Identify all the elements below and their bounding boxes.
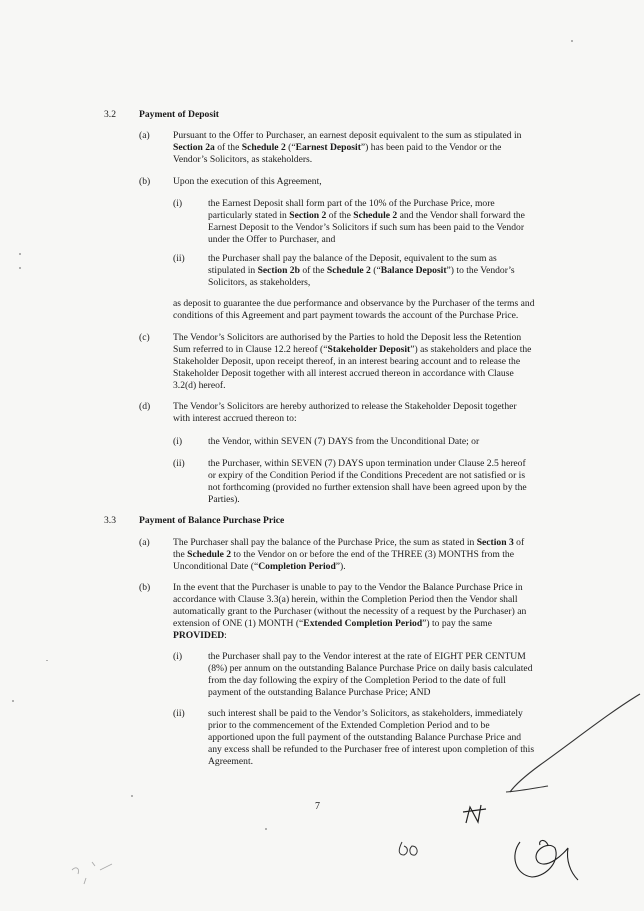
- section-number: 3.3: [104, 515, 116, 526]
- text-line: Unconditional Date (“Completion Period”).: [173, 561, 346, 572]
- clause-label: (a): [139, 130, 150, 141]
- text-line: conditions of this Agreement and part payment towards the account of the Purchase Price.: [173, 310, 519, 321]
- section-heading: Payment of Balance Purchase Price: [139, 515, 285, 526]
- section-heading: Payment of Deposit: [139, 109, 219, 120]
- text-line: 3.2(d) hereof.: [173, 380, 226, 391]
- subclause-label: (i): [173, 651, 183, 662]
- text-line: or expiry of the Condition Period if the Conditions Precedent are not satisfied or is: [208, 470, 526, 481]
- subclause-label: (ii): [173, 253, 185, 264]
- subclause-label: (i): [173, 198, 183, 209]
- text-line: Stakeholder Deposit, upon receipt thereof, in an interest bearing account and to release the: [173, 356, 521, 367]
- signature-scribble: [515, 840, 578, 880]
- text-line: the Purchaser, within SEVEN (7) DAYS upon termination under Clause 2.5 hereof: [208, 458, 526, 469]
- text-line: Stakeholder Deposit together with all interest accrued thereon in accordance with Clause: [173, 368, 514, 379]
- signature-stroke: [510, 694, 640, 792]
- text-line: Sum referred to in Clause 12.2 hereof (“Stakeholder Deposit”) as stakeholders and place the: [173, 344, 532, 355]
- clause-label: (c): [139, 332, 150, 343]
- text-line: the Purchaser shall pay to the Vendor interest at the rate of EIGHT PER CENTUM: [208, 651, 526, 662]
- text-line: accordance with Clause 3.3(a) herein, within the Completion Period then the Vendor shall: [173, 594, 518, 605]
- scan-speck: [571, 40, 573, 42]
- text-line: apportioned upon the full payment of the outstanding Balance Purchase Price and: [208, 732, 522, 743]
- text-line: the Purchaser shall pay the balance of the Deposit, equivalent to the sum as: [208, 253, 497, 264]
- text-line: Upon the execution of this Agreement,: [173, 176, 322, 187]
- clause-label: (b): [139, 582, 151, 593]
- text-line: Parties).: [208, 494, 240, 505]
- subclause-label: (i): [173, 436, 183, 447]
- text-line: extension of ONE (1) MONTH (“Extended Completion Period”) to pay the same: [173, 618, 492, 629]
- subclause-label: (ii): [173, 708, 185, 719]
- text-line: automatically grant to the Purchaser (without the necessity of a request by the Purchaser) an: [173, 606, 527, 617]
- text-line: The Purchaser shall pay the balance of the Purchase Price, the sum as stated in Section 3 of: [173, 537, 525, 548]
- initial-n-mark: [463, 805, 486, 823]
- text-line: Solicitors, as stakeholders,: [208, 277, 311, 288]
- text-line: The Vendor’s Solicitors are hereby authorized to release the Stakeholder Deposit together: [173, 401, 517, 412]
- faint-mark: [72, 862, 112, 884]
- scan-speck: [131, 795, 133, 797]
- text-line: Pursuant to the Offer to Purchaser, an earnest deposit equivalent to the sum as stipulated in: [173, 130, 522, 141]
- text-line: as deposit to guarantee the due performance and observance by the Purchaser of the terms and: [173, 298, 535, 309]
- text-line: particularly stated in Section 2 of the Schedule 2 and the Vendor shall forward the: [208, 210, 525, 221]
- text-line: The Vendor’s Solicitors are authorised by the Parties to hold the Deposit less the Retention: [173, 332, 522, 343]
- scan-speck: [265, 828, 267, 830]
- text-line: under the Offer to Purchaser, and: [208, 234, 336, 245]
- scan-speck: [46, 660, 48, 661]
- text-line: payment of the outstanding Balance Purchase Price; AND: [208, 687, 431, 698]
- text-line: Earnest Deposit to the Vendor’s Solicitors if such sum has been paid to the Vendor: [208, 222, 525, 233]
- subclause-label: (ii): [173, 458, 185, 469]
- text-line: Vendor’s Solicitors, as stakeholders.: [173, 154, 313, 165]
- text-line: such interest shall be paid to the Vendor’s Solicitors, as stakeholders, immediately: [208, 708, 523, 719]
- scan-speck: [19, 267, 21, 269]
- scan-speck: [19, 253, 21, 255]
- text-line: not forthcoming (provided no further extension shall have been agreed upon by the: [208, 482, 527, 493]
- text-line: prior to the commencement of the Extended Completion Period and to be: [208, 720, 490, 731]
- number-mark: [399, 842, 417, 855]
- clause-label: (b): [139, 176, 151, 187]
- scan-speck: [12, 700, 14, 702]
- section-number: 3.2: [104, 109, 116, 120]
- clause-label: (a): [139, 537, 150, 548]
- text-line: with interest accrued thereon to:: [173, 413, 297, 424]
- text-line: Agreement.: [208, 756, 254, 767]
- text-line: any excess shall be refunded to the Purchaser free of interest upon completion of this: [208, 744, 535, 755]
- text-line: the Earnest Deposit shall form part of the 10% of the Purchase Price, more: [208, 198, 495, 209]
- text-line: the Schedule 2 to the Vendor on or before the end of the THREE (3) MONTHS from the: [173, 549, 514, 560]
- text-line: stipulated in Section 2b of the Schedule 2 (“Balance Deposit”) to the Vendor’s: [208, 265, 515, 276]
- text-line: PROVIDED:: [173, 630, 227, 641]
- text-line: (8%) per annum on the outstanding Balance Purchase Price on daily basis calculated: [208, 663, 533, 674]
- text-line: Section 2a of the Schedule 2 (“Earnest Deposit”) has been paid to the Vendor or the: [173, 142, 502, 153]
- clause-label: (d): [139, 401, 151, 412]
- text-line: In the event that the Purchaser is unable to pay to the Vendor the Balance Purchase Price in: [173, 582, 523, 593]
- text-line: from the day following the expiry of the Completion Period to the date of full: [208, 675, 506, 686]
- page-number: 7: [315, 801, 320, 812]
- text-line: the Vendor, within SEVEN (7) DAYS from the Unconditional Date; or: [208, 436, 480, 447]
